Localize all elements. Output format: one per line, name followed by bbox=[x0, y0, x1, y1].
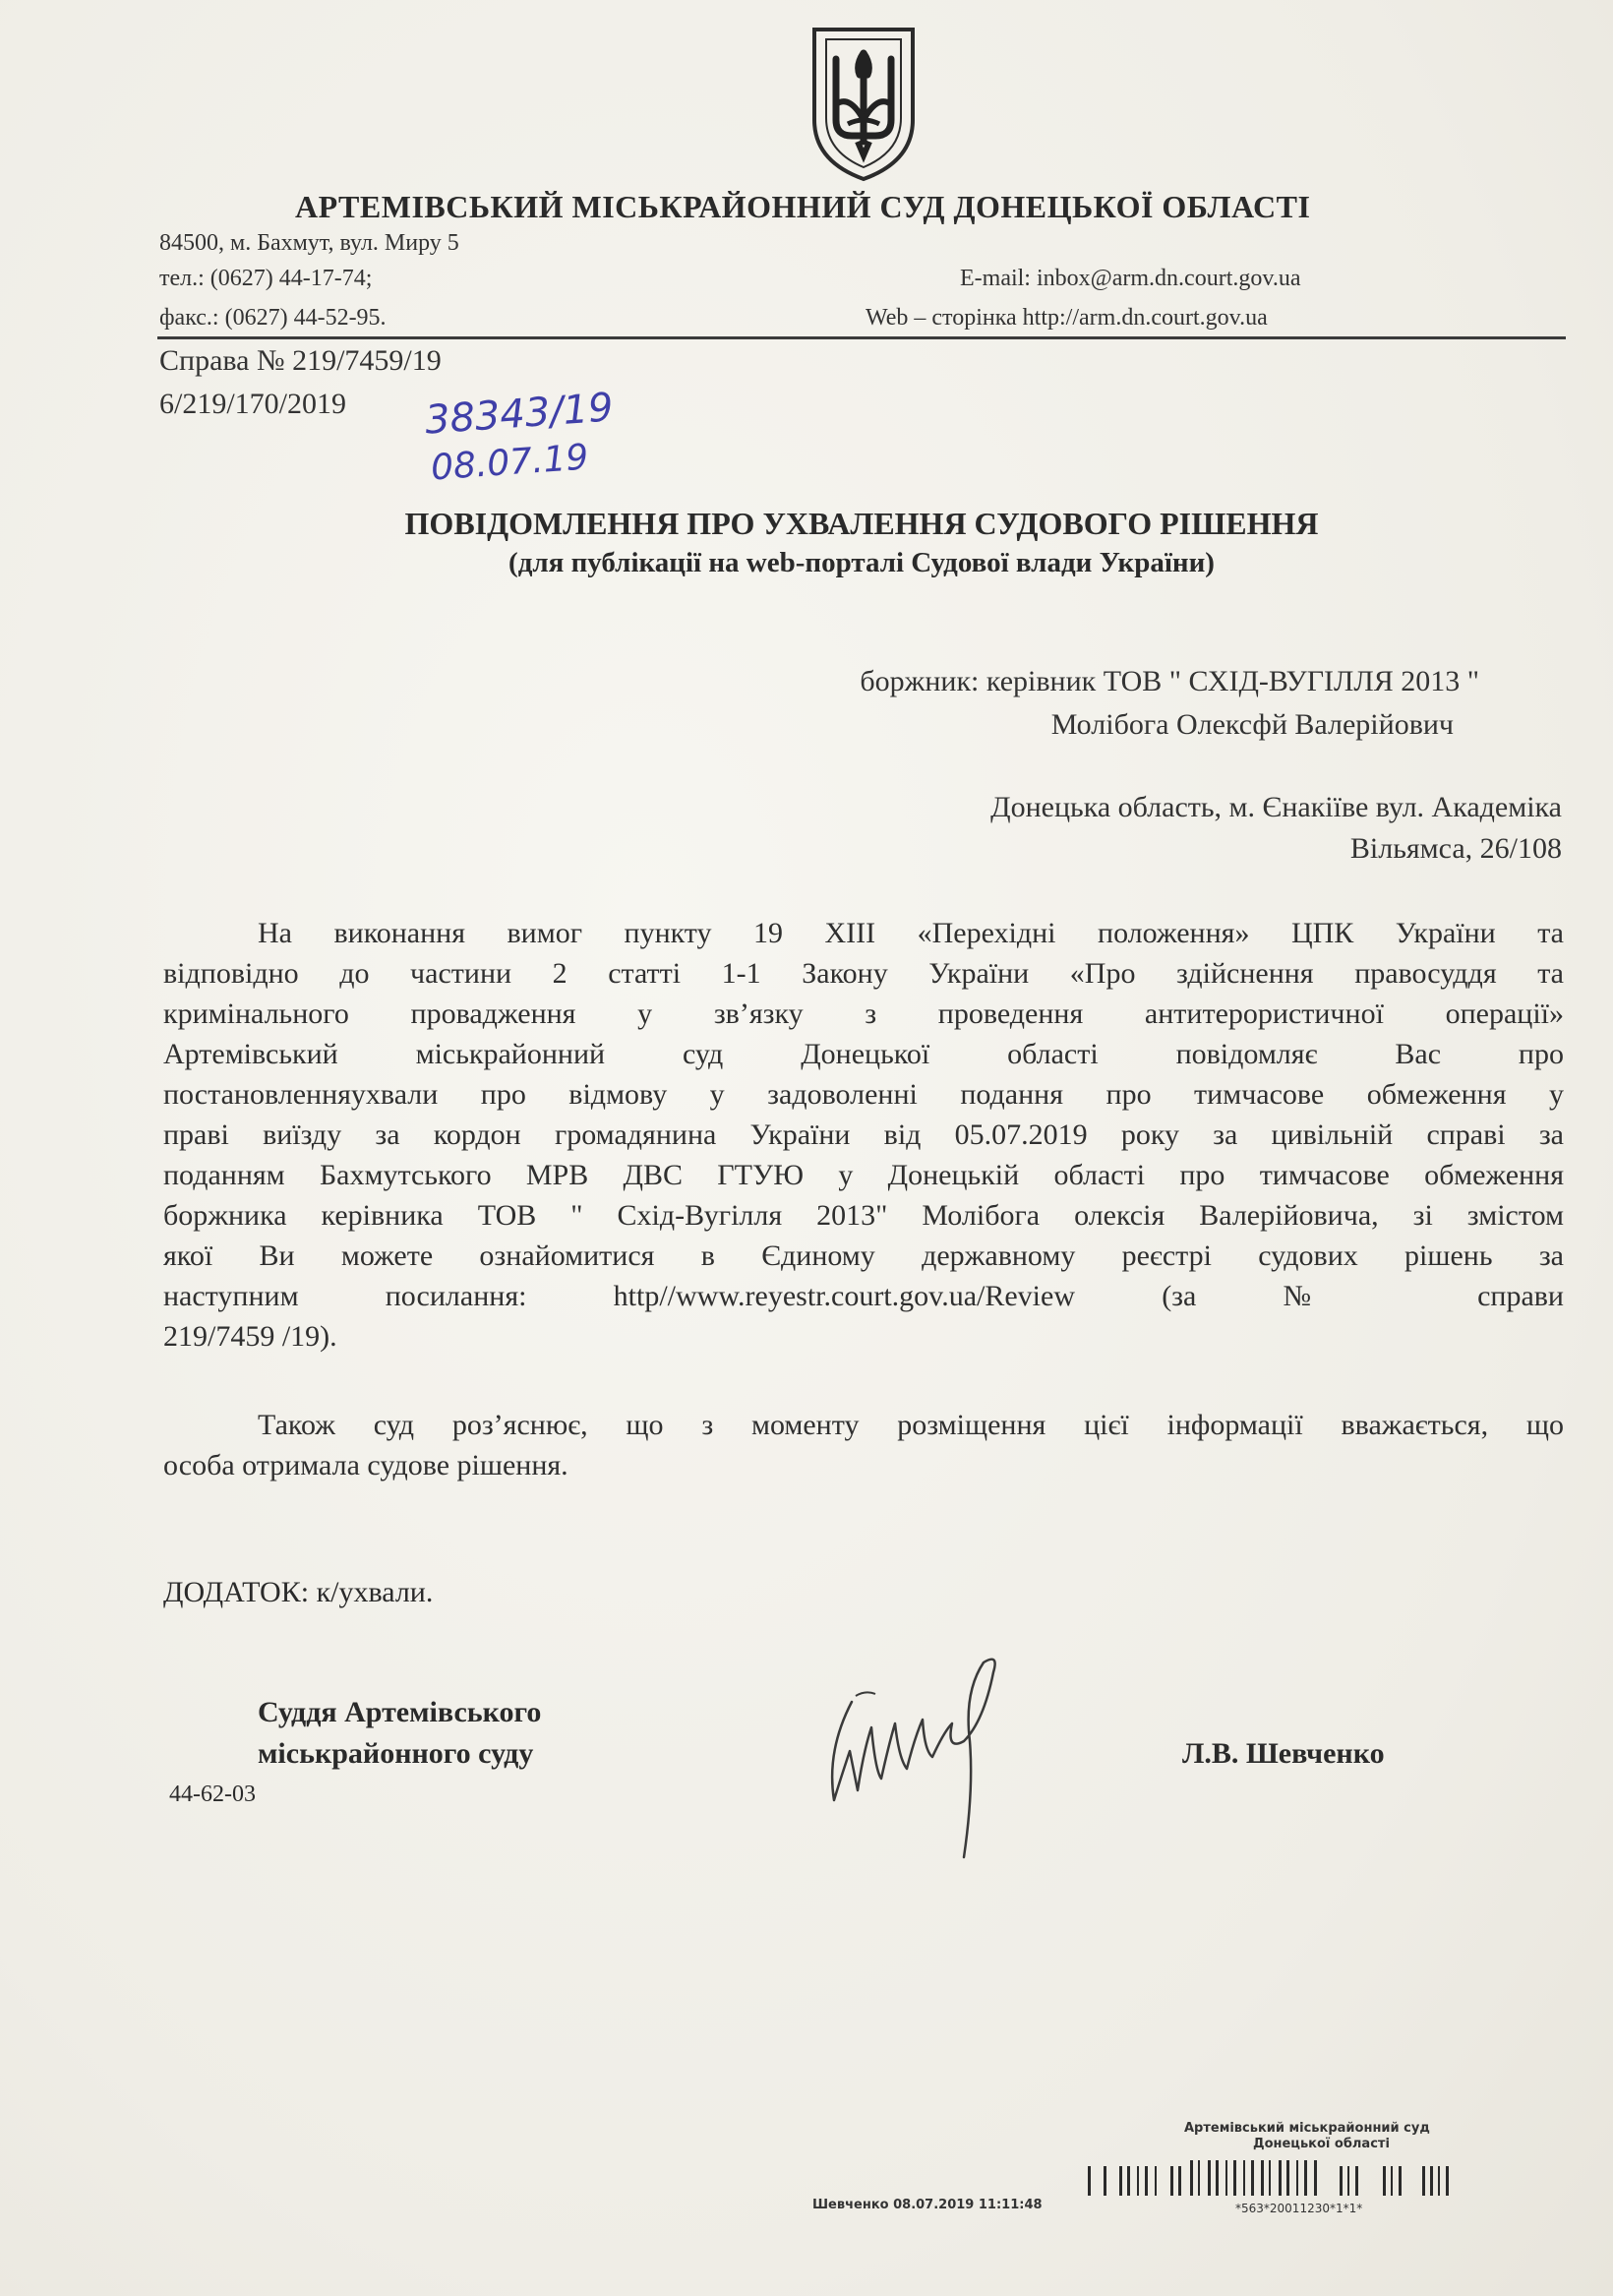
body-paragraph-1 bbox=[163, 913, 1564, 1357]
internal-number: 6/219/170/2019 bbox=[159, 388, 347, 420]
court-name-heading: АРТЕМІВСЬКИЙ МІСЬКРАЙОННИЙ СУД ДОНЕЦЬКОЇ ОБЛАСТІ bbox=[295, 189, 1311, 224]
barcode-court-region: Донецької області bbox=[1253, 2137, 1390, 2151]
court-address: 84500, м. Бахмут, вул. Миру 5 bbox=[159, 230, 459, 256]
judge-name: Л.В. Шевченко bbox=[1182, 1737, 1385, 1770]
handwritten-signature bbox=[816, 1633, 1052, 1869]
court-fax: факс.: (0627) 44-52-95. bbox=[159, 305, 387, 331]
body-line: особа отримала судове рішення. bbox=[163, 1449, 568, 1481]
body-paragraph-2 bbox=[163, 1405, 1564, 1485]
body-line: На виконання вимог пункту 19 XIII «Перехідні положення» ЦПК України та bbox=[258, 917, 1564, 949]
barcode-code: *563*20011230*1*1* bbox=[1235, 2202, 1363, 2215]
handwritten-registration: 38343/19 bbox=[423, 385, 615, 444]
body-line: кримінального провадження у зв’язку з проведення антитерористичної операції» bbox=[163, 997, 1564, 1030]
coat-of-arms-icon bbox=[806, 26, 921, 183]
body-line: боржника керівника ТОВ " Схід-Вугілля 2013" Молібога олексія Валерійовича, зі змістом bbox=[163, 1199, 1564, 1232]
body-line: наступним посилання: http//www.reyestr.court.gov.ua/Review (за № справи bbox=[163, 1280, 1564, 1312]
case-number: Справа № 219/7459/19 bbox=[159, 344, 442, 377]
notice-subtitle: (для публікації на web-порталі Судової влади України) bbox=[508, 547, 1215, 578]
header-divider bbox=[157, 336, 1566, 339]
body-line: 219/7459 /19). bbox=[163, 1320, 337, 1353]
body-line: Також суд роз’яснює, що з моменту розміщення цієї інформації вважається, що bbox=[258, 1409, 1564, 1441]
body-line: постановленняухвали про відмову у задоволенні подання про тимчасове обмеження у bbox=[163, 1078, 1564, 1111]
recipient-address-line1: Донецька область, м. Єнакіїве вул. Академіка bbox=[990, 791, 1562, 823]
body-line: якої Ви можете ознайомитися в Єдиному державному реєстрі судових рішень за bbox=[163, 1239, 1564, 1272]
handwritten-date: 08.07.19 bbox=[429, 437, 590, 489]
appendix-note: ДОДАТОК: к/ухвали. bbox=[163, 1576, 434, 1608]
court-website: Web – сторінка http://arm.dn.court.gov.ua bbox=[866, 305, 1268, 331]
registry-barcode bbox=[806, 2117, 1574, 2265]
recipient-name: Молібога Олексфй Валерійович bbox=[1050, 708, 1454, 741]
recipient-address-line2: Вільямса, 26/108 bbox=[1349, 832, 1562, 865]
barcode-court-name: Артемівський міськрайонний суд bbox=[1184, 2121, 1430, 2136]
body-line: поданням Бахмутського МРВ ДВС ГТУЮ у Донецькій області про тимчасове обмеження bbox=[163, 1159, 1564, 1191]
court-email: E-mail: inbox@arm.dn.court.gov.ua bbox=[960, 266, 1301, 291]
judge-title-line2: міськрайонного суду bbox=[258, 1737, 534, 1770]
body-line: Артемівський міськрайонний суд Донецької області повідомляє Вас про bbox=[163, 1038, 1564, 1070]
executor-phone: 44-62-03 bbox=[169, 1782, 256, 1807]
court-phone: тел.: (0627) 44-17-74; bbox=[159, 266, 373, 291]
body-line: відповідно до частини 2 статті 1-1 Закону України «Про здійснення правосуддя та bbox=[163, 957, 1564, 990]
barcode-timestamp: Шевченко 08.07.2019 11:11:48 bbox=[812, 2198, 1043, 2212]
notice-title: ПОВІДОМЛЕННЯ ПРО УХВАЛЕННЯ СУДОВОГО РІШЕННЯ bbox=[404, 506, 1319, 541]
body-line: праві виїзду за кордон громадянина України від 05.07.2019 року за цивільній справі за bbox=[163, 1118, 1564, 1151]
recipient-debtor: боржник: керівник ТОВ " СХІД-ВУГІЛЛЯ 2013 " bbox=[860, 665, 1479, 697]
judge-title-line1: Суддя Артемівського bbox=[258, 1696, 542, 1728]
